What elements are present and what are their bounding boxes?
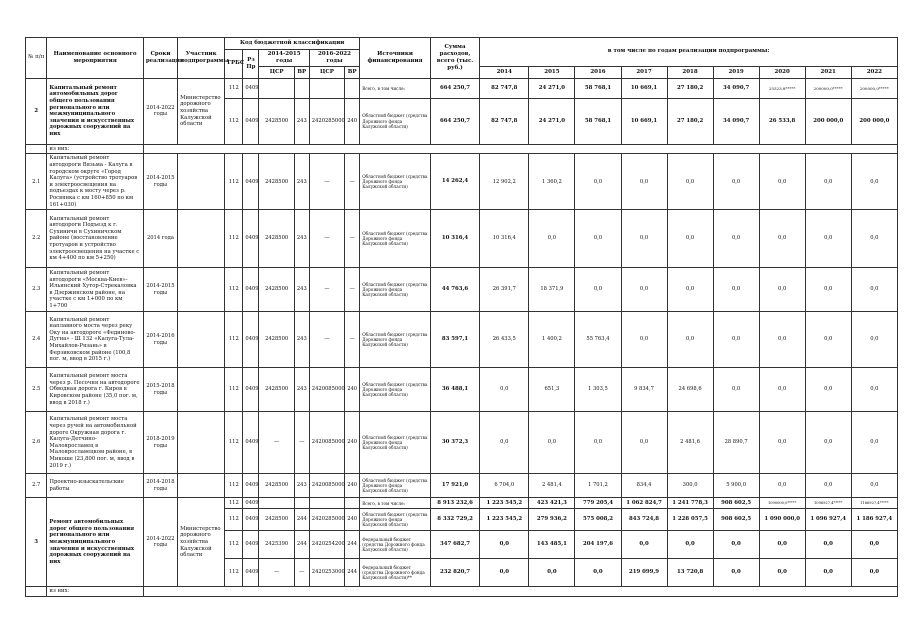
cell-year: 5 900,0 [713,474,759,498]
cell-csr [259,498,294,509]
cell-csr: 2425390 [259,531,294,559]
cell-vr: 243 [294,98,309,144]
row-num: 2.3 [26,268,47,312]
cell-csr: — [259,559,294,587]
cell-year: 200000,0***** [851,78,897,98]
cell-vr: 244 [345,531,360,559]
cell-year: 0,0 [851,210,897,268]
row-subheading: из них: [47,144,143,154]
row-num: 3 [26,498,47,587]
cell-grbs: 112 [225,98,243,144]
cell-year: 26 391,7 [480,268,529,312]
hdr-2016-2022: 2016-2022 годы [309,50,359,67]
cell-year: 1 241 778,3 [667,498,713,509]
hdr-sources: Источники финансирования [360,38,431,79]
cell-year: 423 421,3 [529,498,575,509]
cell-year: 1 096 927,4 [805,509,851,531]
cell-year: 0,0 [621,531,667,559]
cell-year: 82 747,8 [480,78,529,98]
cell-total: 232 820,7 [430,559,479,587]
cell-year: 1 223 545,2 [480,498,529,509]
cell-year: 0,0 [759,210,805,268]
cell-year: 204 197,6 [575,531,621,559]
cell-csr: — [309,210,344,268]
cell-vr: 243 [294,368,309,412]
cell-grbs: 112 [225,268,243,312]
cell-source: Федеральный бюджет (средства Дорожного фонда Калужской области) [360,531,431,559]
cell-grbs: 112 [225,412,243,474]
hdr-csr-2: ЦСР [309,66,344,78]
cell-vr: 243 [294,210,309,268]
cell-year: 24 698,6 [667,368,713,412]
cell-vr: 244 [294,509,309,531]
hdr-vr-2: ВР [345,66,360,78]
cell-year: 0,0 [759,474,805,498]
cell-csr: 2428500 [259,268,294,312]
cell-source: Всего, в том числе: [360,78,431,98]
cell-csr [309,78,344,98]
hdr-year: 2019 [713,66,759,78]
row-terms: 2018-2019 годы [143,412,177,474]
cell-year: 82 747,8 [480,98,529,144]
cell-year: 0,0 [575,559,621,587]
cell-year: 0,0 [667,210,713,268]
cell-year: 0,0 [575,412,621,474]
hdr-total: Сумма расходов, всего (тыс. руб.) [430,38,479,79]
cell-vr: 240 [345,368,360,412]
row-terms: 2014-2015 годы [143,268,177,312]
cell-year: 1 360,2 [529,154,575,210]
cell-year: 0,0 [713,368,759,412]
cell-total: 30 372,3 [430,412,479,474]
hdr-year: 2022 [851,66,897,78]
cell-year: 0,0 [667,268,713,312]
cell-year: 10 669,1 [621,78,667,98]
cell-year: 0,0 [851,474,897,498]
cell-grbs: 112 [225,312,243,368]
cell-source: Областной бюджет (средства Дорожного фонда Калужской области) [360,474,431,498]
cell-csr [259,78,294,98]
cell-year: 0,0 [713,312,759,368]
cell-year: 0,0 [713,154,759,210]
cell-csr: 2420085000 [309,474,344,498]
cell-year: 1 223 545,2 [480,509,529,531]
cell-total: 14 262,4 [430,154,479,210]
hdr-csr-1: ЦСР [259,66,294,78]
table-row [26,474,898,498]
cell-year: 58 768,1 [575,78,621,98]
cell-year: 34 090,7 [713,78,759,98]
row-terms: 2014-2022 годы [143,498,177,587]
cell-year: 834,4 [621,474,667,498]
cell-year: 0,0 [575,210,621,268]
cell-rzpr: 0409 [243,412,259,474]
row-num: 2.1 [26,154,47,210]
table-row [26,412,898,474]
cell-year: 55 763,4 [575,312,621,368]
cell-vr: — [345,312,360,368]
cell-csr: 2420285000 [309,509,344,531]
cell-year: 200000,0***** [805,78,851,98]
cell-year: 34 090,7 [713,98,759,144]
cell-source: Областной бюджет (средства Дорожного фонда Калужской области) [360,509,431,531]
cell-year: 0,0 [621,312,667,368]
cell-year: 0,0 [759,312,805,368]
row-subheading: из них: [47,587,143,597]
cell-rzpr: 0409 [243,78,259,98]
cell-grbs: 112 [225,154,243,210]
hdr-year: 2018 [667,66,713,78]
cell-year: 300,0 [667,474,713,498]
cell-grbs: 112 [225,78,243,98]
cell-year: 651,3 [529,368,575,412]
cell-year: 27 180,2 [667,78,713,98]
cell-csr: 2428500 [259,312,294,368]
table-row [26,268,898,312]
row-name: Капитальный ремонт автодороги Вязьма - Калуга в городском округе «Город Калуга» (устройство тротуаров и электроосвещения на подъездах к мосту через р. Росвянка с км 160+850 по км 161+030) [47,154,143,210]
cell-grbs: 112 [225,509,243,531]
cell-year: 0,0 [713,531,759,559]
cell-year: 1 228 057,5 [667,509,713,531]
cell-empty [26,144,47,154]
cell-vr: 240 [345,412,360,474]
cell-rzpr: 0409 [243,368,259,412]
cell-year: 200 000,0 [851,98,897,144]
cell-year: 0,0 [713,559,759,587]
cell-csr: — [309,312,344,368]
cell-vr: — [294,559,309,587]
hdr-grbs: ГРБС [225,50,243,79]
cell-year: 575 008,2 [575,509,621,531]
cell-empty [143,587,897,597]
row-participant [178,368,225,412]
cell-vr: — [294,412,309,474]
cell-csr: 2428500 [259,210,294,268]
row-terms: 2014-2022 годы [143,78,177,144]
cell-year: 0,0 [851,268,897,312]
cell-source: Областной бюджет (средства Дорожного фонда Калужской области) [360,210,431,268]
cell-grbs: 112 [225,368,243,412]
cell-year: 0,0 [805,412,851,474]
budget-table [25,37,898,597]
cell-vr: 244 [294,531,309,559]
cell-source: Областной бюджет (средства Дорожного фонда Калужской области) [360,368,431,412]
cell-year: 1 090 000,0 [759,509,805,531]
cell-year: 1 400,2 [529,312,575,368]
cell-year: 0,0 [480,368,529,412]
cell-year: 26 533,8 [759,98,805,144]
cell-source: Областной бюджет (средства Дорожного фонда Калужской области) [360,412,431,474]
row-participant [178,474,225,498]
row-participant [178,210,225,268]
row-num: 2.4 [26,312,47,368]
cell-rzpr: 0409 [243,498,259,509]
hdr-terms: Сроки реализации [143,38,177,79]
table-row [26,210,898,268]
cell-source: Областной бюджет (средства Дорожного фонда Калужской области) [360,268,431,312]
cell-year: 143 485,1 [529,531,575,559]
cell-vr: 240 [345,98,360,144]
row-num: 2.5 [26,368,47,412]
cell-csr: 2428500 [259,154,294,210]
cell-grbs: 112 [225,474,243,498]
cell-rzpr: 0409 [243,509,259,531]
cell-year: 0,0 [759,368,805,412]
cell-vr: 243 [294,474,309,498]
cell-grbs: 112 [225,531,243,559]
hdr-name: Наименование основного мероприятия [47,38,143,79]
cell-vr: 240 [345,474,360,498]
cell-total: 8 332 729,2 [430,509,479,531]
cell-year: 10 669,1 [621,98,667,144]
hdr-num: № п/п [26,38,47,79]
table-row [26,368,898,412]
cell-csr: — [309,154,344,210]
cell-grbs: 112 [225,498,243,509]
cell-total: 664 250,7 [430,78,479,98]
cell-year: 0,0 [805,531,851,559]
cell-csr: 2420254200 [309,531,344,559]
row-participant [178,412,225,474]
cell-grbs: 112 [225,210,243,268]
cell-year: 0,0 [529,210,575,268]
cell-total: 8 913 232,6 [430,498,479,509]
cell-year: 0,0 [480,412,529,474]
row-participant [178,312,225,368]
cell-total: 10 316,4 [430,210,479,268]
row-name: Капитальный ремонт автомобильных дорог общего пользования регионального или межмуниципального значения и искусственных дорожных сооружений на них [47,78,143,144]
cell-year: 0,0 [621,412,667,474]
cell-rzpr: 0409 [243,474,259,498]
cell-year: 908 602,5 [713,498,759,509]
cell-year: 0,0 [851,531,897,559]
cell-rzpr: 0409 [243,312,259,368]
cell-year: 0,0 [667,531,713,559]
row-name: Капитальный ремонт моста через р. Песочня на автодороге Обводная дорога г. Киров в Кировском районе (35,0 пог. м, ввод в 2018 г.) [47,368,143,412]
cell-rzpr: 0409 [243,559,259,587]
cell-csr: 2428500 [259,368,294,412]
cell-year: 0,0 [575,268,621,312]
cell-year: 58 768,1 [575,98,621,144]
row-name: Ремонт автомобильных дорог общего пользования регионального или межмуниципального значения и искусственных дорожных сооружений на них [47,498,143,587]
cell-year: 24 271,0 [529,98,575,144]
cell-source: Федеральный бюджет (средства Дорожного фонда Калужской области)** [360,559,431,587]
cell-csr: 2420285000 [309,98,344,144]
cell-vr: — [345,210,360,268]
hdr-year: 2014 [480,66,529,78]
cell-year: 12 902,2 [480,154,529,210]
cell-year: 0,0 [805,559,851,587]
cell-year: 25523,8***** [759,78,805,98]
cell-year: 26 433,5 [480,312,529,368]
row-num: 2.7 [26,474,47,498]
cell-year: 9 834,7 [621,368,667,412]
cell-year: 13 720,8 [667,559,713,587]
cell-year: 779 205,4 [575,498,621,509]
cell-year: 843 724,8 [621,509,667,531]
cell-total: 664 250,7 [430,98,479,144]
cell-vr: 243 [294,154,309,210]
cell-vr: 240 [345,509,360,531]
hdr-year: 2016 [575,66,621,78]
row-num: 2 [26,78,47,144]
cell-year: 2 481,4 [529,474,575,498]
cell-csr: 2428500 [259,474,294,498]
cell-rzpr: 0409 [243,154,259,210]
hdr-2014-2015: 2014-2015 годы [259,50,309,67]
cell-year: 0,0 [759,531,805,559]
cell-year: 24 271,0 [529,78,575,98]
hdr-year: 2017 [621,66,667,78]
cell-vr: — [345,268,360,312]
cell-rzpr: 0409 [243,98,259,144]
hdr-participant: Участник подпрограммы [178,38,225,79]
cell-total: 83 597,1 [430,312,479,368]
row-participant [178,268,225,312]
cell-year: 0,0 [759,412,805,474]
hdr-vr-1: ВР [294,66,309,78]
cell-year: 279 936,2 [529,509,575,531]
cell-vr: — [345,154,360,210]
cell-year: 1 186 927,4 [851,509,897,531]
cell-year: 0,0 [667,154,713,210]
hdr-year: 2021 [805,66,851,78]
cell-year: 10 316,4 [480,210,529,268]
cell-year: 0,0 [759,559,805,587]
cell-year: 219 099,9 [621,559,667,587]
row-name: Капитальный ремонт автодороги Подъезд к г. Сухиничи в Сухиничском районе (восстановление тротуаров и устройство электроосвещения на участке с км 4+400 по км 5+250) [47,210,143,268]
cell-year: 0,0 [667,312,713,368]
cell-year: 0,0 [575,154,621,210]
table-row [26,312,898,368]
row-name: Проектно-изыскательские работы [47,474,143,498]
hdr-year: 2015 [529,66,575,78]
cell-csr: 2428500 [259,509,294,531]
cell-year: 27 180,2 [667,98,713,144]
cell-year: 0,0 [805,210,851,268]
cell-year: 0,0 [621,154,667,210]
cell-year: 1186927,4***** [851,498,897,509]
cell-year: 0,0 [759,154,805,210]
cell-year: 6 704,0 [480,474,529,498]
cell-total: 36 488,1 [430,368,479,412]
cell-year: 1096927,4***** [805,498,851,509]
cell-year: 0,0 [851,368,897,412]
row-terms: 2015-2018 годы [143,368,177,412]
cell-year: 28 890,7 [713,412,759,474]
table-row [26,154,898,210]
row-terms: 2014-2018 годы [143,474,177,498]
cell-year: 0,0 [529,412,575,474]
row-participant [178,154,225,210]
cell-year: 0,0 [621,210,667,268]
cell-year: 0,0 [805,312,851,368]
row-num: 2.2 [26,210,47,268]
cell-csr [309,498,344,509]
cell-year: 908 602,5 [713,509,759,531]
cell-vr [345,78,360,98]
cell-year: 0,0 [621,268,667,312]
cell-vr: 243 [294,312,309,368]
cell-rzpr: 0409 [243,268,259,312]
row-name: Капитальный ремонт автодороги «Москва-Киев»-Ильинский Хутор-Стрекаловка в Дзержинском районе, на участке с км 1+000 по км 1+700 [47,268,143,312]
cell-source: Областной бюджет (средства Дорожного фонда Калужской области) [360,312,431,368]
cell-source: Областной бюджет (средства Дорожного фонда Калужской области) [360,98,431,144]
row-terms: 2014-2016 годы [143,312,177,368]
cell-year: 0,0 [805,268,851,312]
cell-year: 0,0 [759,268,805,312]
cell-total: 347 682,7 [430,531,479,559]
cell-year: 0,0 [805,154,851,210]
cell-year: 0,0 [851,412,897,474]
row-terms: 2014 года [143,210,177,268]
cell-year: 1 062 824,7 [621,498,667,509]
row-participant: Министерство дорожного хозяйства Калужской области [178,498,225,587]
cell-year: 0,0 [713,210,759,268]
cell-rzpr: 0409 [243,210,259,268]
cell-year: 0,0 [713,268,759,312]
cell-empty [26,587,47,597]
cell-year: 0,0 [805,474,851,498]
cell-vr [345,498,360,509]
cell-year: 1 701,2 [575,474,621,498]
hdr-budget-codes: Код бюджетной классификации [225,38,360,50]
cell-csr: — [259,412,294,474]
cell-year: 1 303,5 [575,368,621,412]
hdr-by-years: в том числе по годам реализации подпрограммы: [480,38,898,67]
row-name: Капитальный ремонт моста через ручей на автомобильной дороге Окружная дорога г. Калуга-Детчино-Малоярославец в Малоярославецком районе, в Микоше (23,800 пог. м, ввод в 2019 г.) [47,412,143,474]
cell-year: 0,0 [805,368,851,412]
cell-year: 0,0 [480,531,529,559]
cell-total: 17 921,0 [430,474,479,498]
cell-rzpr: 0409 [243,531,259,559]
cell-csr: — [309,268,344,312]
cell-year: 0,0 [851,312,897,368]
cell-csr: 2420085000 [309,412,344,474]
cell-grbs: 112 [225,559,243,587]
cell-year: 2 481,6 [667,412,713,474]
cell-vr: 243 [294,268,309,312]
cell-vr [294,498,309,509]
cell-empty [143,144,897,154]
program-table-sheet [25,37,898,597]
cell-year: 18 371,9 [529,268,575,312]
cell-year: 0,0 [480,559,529,587]
row-participant: Министерство дорожного хозяйства Калужской области [178,78,225,144]
cell-year: 0,0 [529,559,575,587]
row-name: Капитальный ремонт наплавного моста через реку Оку на автодороге «Фединово-Дугна» - Ш 132 «Калуга-Тула-Михайлов-Рязань» в Ферзиковском районе (100,8 пог. м, ввод в 2015 г.) [47,312,143,368]
cell-year: 0,0 [851,154,897,210]
hdr-year: 2020 [759,66,805,78]
cell-year: 1090000,0***** [759,498,805,509]
cell-year: 200 000,0 [805,98,851,144]
cell-year: 0,0 [851,559,897,587]
cell-csr: 2420085000 [309,368,344,412]
cell-total: 44 763,6 [430,268,479,312]
cell-vr [294,78,309,98]
hdr-rzpr: Рз Пр [243,50,259,79]
cell-vr: 244 [345,559,360,587]
row-terms: 2014-2015 годы [143,154,177,210]
cell-csr: 2420253000 [309,559,344,587]
cell-csr: 2428500 [259,98,294,144]
cell-source: Всего, в том числе: [360,498,431,509]
row-num: 2.6 [26,412,47,474]
cell-source: Областной бюджет (средства Дорожного фонда Калужской области) [360,154,431,210]
